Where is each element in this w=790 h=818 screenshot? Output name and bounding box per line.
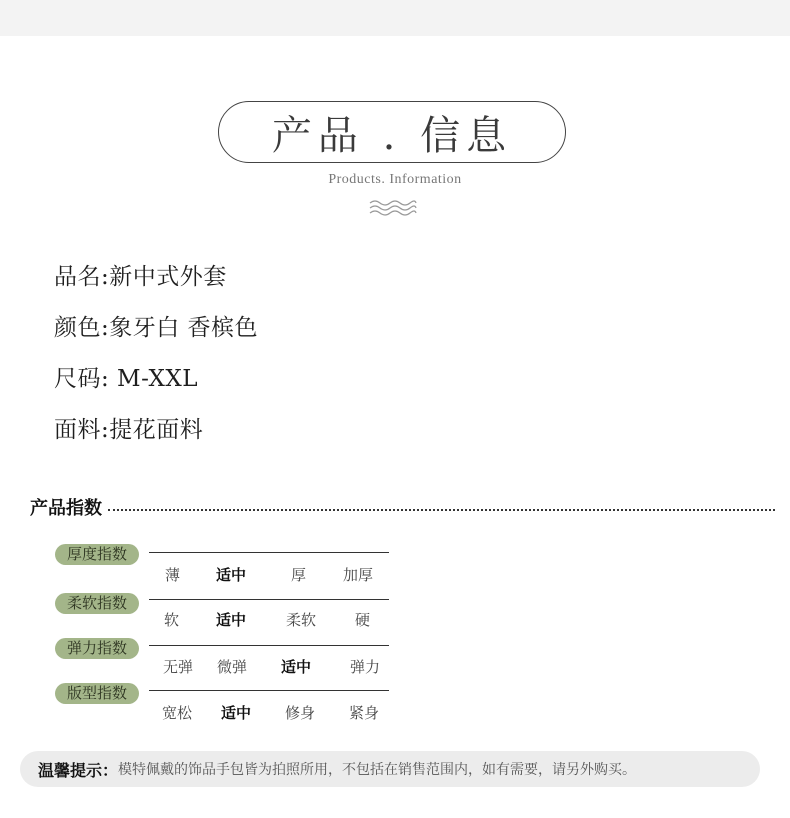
info-size: 尺码: M-XXL — [54, 366, 199, 392]
index-label: 柔软指数 — [55, 593, 139, 614]
index-option: 薄 — [165, 566, 181, 584]
index-option: 弹力 — [350, 658, 381, 676]
index-option: 无弹 — [163, 658, 194, 676]
notice-bar — [20, 751, 760, 787]
index-section-title: 产品指数 — [30, 498, 102, 519]
index-label: 版型指数 — [55, 683, 139, 704]
index-option: 厚 — [291, 566, 307, 584]
index-option: 加厚 — [343, 566, 374, 584]
index-rule — [149, 690, 389, 691]
index-option: 软 — [164, 611, 180, 629]
info-color: 颜色:象牙白 香槟色 — [54, 315, 259, 341]
index-option: 紧身 — [349, 704, 380, 722]
index-option: 修身 — [285, 704, 316, 722]
index-option: 柔软 — [286, 611, 317, 629]
notice-label: 温馨提示： — [38, 760, 119, 780]
page-subtitle: Products. Information — [328, 172, 462, 187]
info-fabric: 面料:提花面料 — [54, 417, 204, 443]
index-option-selected: 适中 — [281, 658, 312, 676]
index-label: 弹力指数 — [55, 638, 139, 659]
index-option: 宽松 — [162, 704, 193, 722]
index-rule — [149, 552, 389, 553]
dotted-divider — [108, 509, 775, 511]
index-rule — [149, 599, 389, 600]
index-label: 厚度指数 — [55, 544, 139, 565]
product-info-list — [54, 260, 258, 464]
wave-ornament-icon — [368, 199, 418, 217]
index-rule — [149, 645, 389, 646]
notice-text: 模特佩戴的饰品手包皆为拍照所用，不包括在销售范围内，如有需要，请另外购买。 — [118, 762, 637, 778]
section-title-frame — [218, 101, 566, 163]
index-section-header — [30, 494, 775, 520]
index-option-selected: 适中 — [221, 704, 252, 722]
index-option: 硬 — [355, 611, 371, 629]
index-option-selected: 适中 — [216, 611, 247, 629]
page-title: 产品 . 信息 — [271, 112, 513, 159]
index-option: 微弹 — [217, 658, 248, 676]
index-option-selected: 适中 — [216, 566, 247, 584]
info-name: 品名:新中式外套 — [54, 264, 227, 290]
top-band — [0, 0, 790, 36]
